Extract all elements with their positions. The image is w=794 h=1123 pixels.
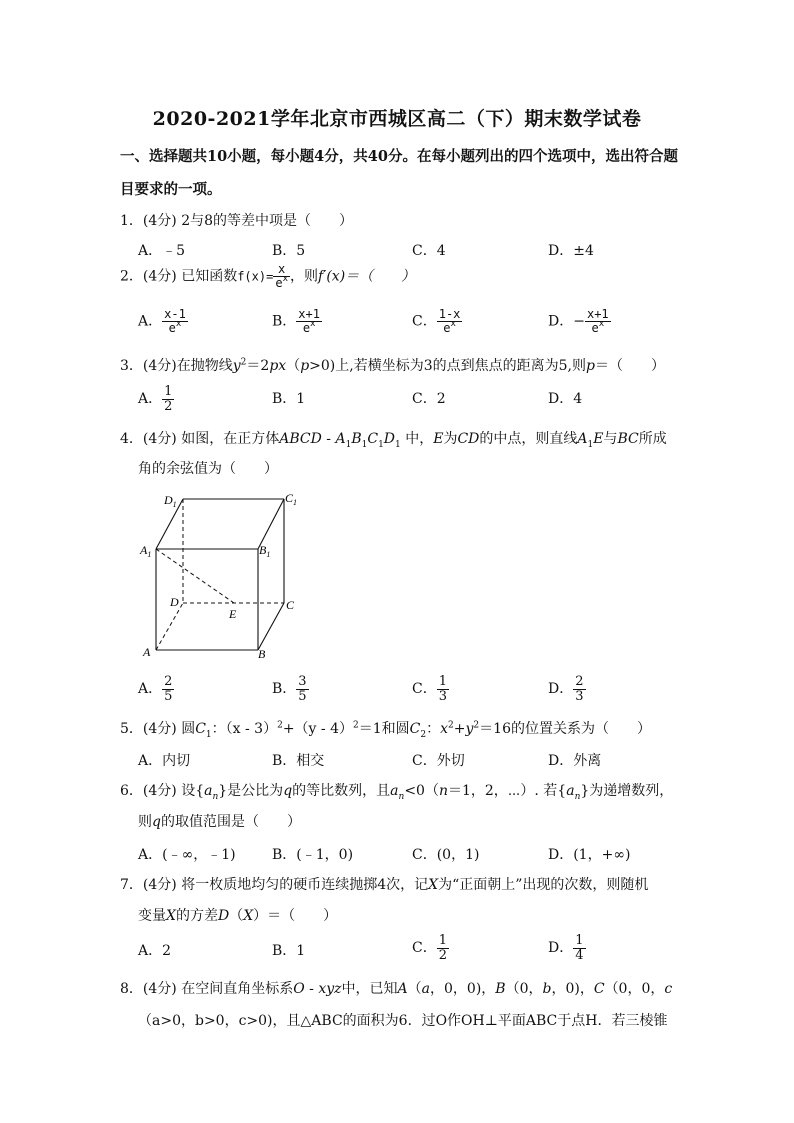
label-d1: $D_1$ bbox=[164, 493, 177, 509]
q7-option-c: C． $\frac{1}{2}$ bbox=[412, 933, 447, 963]
q4-option-d: D． $\frac{2}{3}$ bbox=[548, 674, 584, 704]
edge-b-c bbox=[258, 603, 284, 650]
q3-option-b: B．1 bbox=[272, 391, 306, 407]
q3-option-d: D．4 bbox=[548, 391, 583, 407]
label-d: D bbox=[170, 595, 179, 609]
question-6-stem-line2: 则q的取值范围是（ ） bbox=[138, 814, 301, 830]
question-4-stem-line1: 4．(4分) 如图，在正方体ABCD - $A_1B_1C_1D_1$ 中，E为CD的中点，则直线$A_1E$与BC所成 bbox=[120, 431, 667, 450]
question-1-stem: 1．(4分) 2与8的等差中项是（ ） bbox=[120, 213, 354, 229]
hidden-edge-a-d bbox=[156, 603, 183, 650]
q7-option-a: A．2 bbox=[138, 943, 172, 959]
label-b: B bbox=[258, 647, 266, 661]
label-c1: $C_1$ bbox=[285, 491, 298, 507]
question-4-stem-line2: 角的余弦值为（ ） bbox=[138, 461, 278, 477]
label-a1: $A_1$ bbox=[140, 543, 152, 559]
q7-option-b: B．1 bbox=[272, 943, 306, 959]
question-7-stem-line1: 7．(4分) 将一枚质地均匀的硬币连续抛掷4次，记X为“正面朝上”出现的次数，则随机 bbox=[120, 877, 649, 893]
q1-option-b: B．5 bbox=[272, 243, 306, 259]
q2-option-d: D．− $\frac{x+1}{e^x}$ bbox=[548, 307, 609, 335]
question-3-stem: 3．(4分)在抛物线$y^2=2px(p>0)$上,若横坐标为3的点到焦点的距离为5,则p＝（ ） bbox=[120, 357, 665, 374]
q2-function-fraction: $\frac{x}{e^x}$ bbox=[275, 262, 288, 290]
q5-option-a: A．内切 bbox=[138, 753, 191, 769]
edge-b1-c1 bbox=[258, 499, 284, 549]
q3-option-c: C．2 bbox=[412, 391, 446, 407]
cube-figure bbox=[138, 486, 308, 662]
q1-option-a: A．﹣5 bbox=[138, 243, 186, 259]
q5-option-d: D．外离 bbox=[548, 753, 602, 769]
q4-option-b: B． $\frac{3}{5}$ bbox=[272, 674, 307, 704]
question-2-stem: 2．(4分) 已知函数f(x)= $\frac{x}{e^x}$ ，则f′(x)＝（ ） bbox=[120, 262, 416, 290]
label-a: A bbox=[143, 645, 151, 659]
hidden-segment-a1-e bbox=[156, 549, 234, 603]
question-8-stem-line2: （a>0，b>0，c>0)，且△ABC的面积为6．过O作OH⊥平面ABC于点H．若三棱锥 bbox=[138, 1013, 668, 1029]
question-5-stem: 5．(4分) 圆$C_1$：（x - 3）$^2$+（y - 4）$^2$＝1和圆$C_2$：$x^2+y^2=16$的位置关系为（ ） bbox=[120, 720, 651, 740]
page-title: 2020-2021学年北京市西城区高二（下）期末数学试卷 bbox=[152, 108, 642, 130]
question-6-stem-line1: 6．(4分) 设$\{a_n\}$是公比为q的等比数列，且$a_n<0(n=1$，2，⋯）. 若$\{a_n\}$为递增数列， bbox=[120, 783, 674, 802]
q5-option-c: C．外切 bbox=[412, 753, 465, 769]
q2-option-c: C． $\frac{1-x}{e^x}$ bbox=[412, 307, 461, 335]
q3-option-a: A． $\frac{1}{2}$ bbox=[138, 384, 173, 414]
q7-option-d: D． $\frac{1}{4}$ bbox=[548, 933, 584, 963]
q5-option-b: B．相交 bbox=[272, 753, 325, 769]
q1-option-c: C．4 bbox=[412, 243, 446, 259]
q6-option-a: A．(﹣∞，﹣1) bbox=[138, 847, 236, 863]
label-c: C bbox=[286, 598, 295, 612]
q2-option-b: B． $\frac{x+1}{e^x}$ bbox=[272, 307, 320, 335]
q4-option-a: A． $\frac{2}{5}$ bbox=[138, 674, 173, 704]
q1-option-d: D．±4 bbox=[548, 243, 594, 259]
label-e: E bbox=[229, 607, 237, 621]
q6-option-b: B．(﹣1，0) bbox=[272, 847, 354, 863]
q4-option-c: C． $\frac{1}{3}$ bbox=[412, 674, 447, 704]
q6-option-c: C．(0，1) bbox=[412, 847, 480, 863]
question-8-stem-line1: 8．(4分) 在空间直角坐标系O - xyz中，已知A（a，0，0)，B（0，b，0)，C（0，0，c bbox=[120, 981, 673, 997]
label-b1: $B_1$ bbox=[259, 543, 271, 559]
q2-option-a: A． $\frac{x-1}{e^x}$ bbox=[138, 307, 186, 335]
q6-option-d: D．(1，+∞) bbox=[548, 847, 631, 863]
section-heading-line2: 目要求的一项。 bbox=[120, 181, 222, 198]
question-7-stem-line2: 变量X的方差D（X）＝（ ） bbox=[138, 908, 338, 924]
section-heading-line1: 一、选择题共10小题，每小题4分，共40分。在每小题列出的四个选项中，选出符合题 bbox=[120, 148, 678, 165]
